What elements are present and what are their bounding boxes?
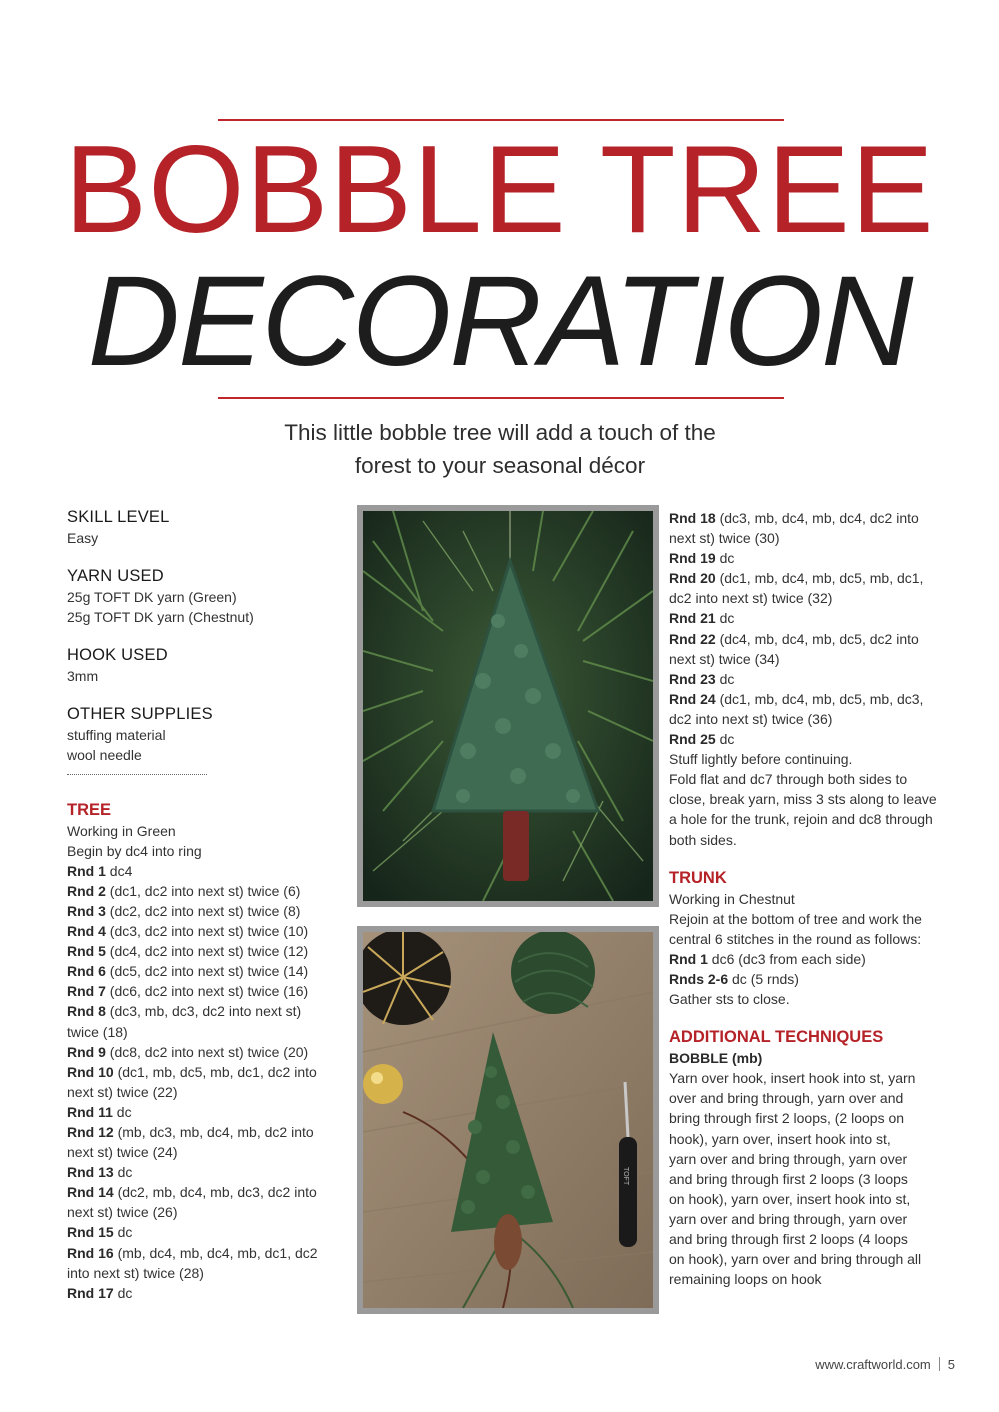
round-label: Rnds 2-6 xyxy=(669,970,729,987)
round-line xyxy=(67,1202,347,1222)
round-line xyxy=(669,629,969,649)
round-label: Rnd 24 xyxy=(669,690,716,707)
round-text: dc xyxy=(113,1164,133,1181)
trunk-heading: TRUNK xyxy=(669,868,727,887)
subtitle-line-1: This little bobble tree will add a touch of the xyxy=(284,420,716,445)
round-line xyxy=(67,981,347,1001)
round-label: Rnd 18 xyxy=(669,510,716,526)
round-line xyxy=(67,961,347,981)
trunk-rounds xyxy=(669,949,969,989)
round-label: Rnd 21 xyxy=(669,610,716,627)
dotted-divider xyxy=(67,774,207,775)
round-line xyxy=(67,1243,347,1263)
round-text: next st) twice (24) xyxy=(67,1144,178,1161)
round-line xyxy=(67,1122,347,1142)
round-text: dc xyxy=(112,1103,132,1120)
instruction-line: over and bring through, yarn over and xyxy=(669,1090,904,1107)
round-line xyxy=(67,1042,347,1062)
materials-line: wool needle xyxy=(67,747,142,764)
round-text: (dc1, mb, dc4, mb, dc5, mb, dc3, xyxy=(715,690,924,707)
note-line: Fold flat and dc7 through both sides to xyxy=(669,771,908,788)
intro-line: Working in Chestnut xyxy=(669,890,795,907)
round-label: Rnd 6 xyxy=(67,963,106,980)
round-line xyxy=(669,649,969,669)
round-text: dc2 into next st) twice (36) xyxy=(669,710,833,727)
round-text: (dc4, mb, dc4, mb, dc5, dc2 into xyxy=(715,630,919,647)
bobble-subheading: BOBBLE (mb) xyxy=(669,1050,763,1067)
round-text: (dc3, mb, dc3, dc2 into next st) xyxy=(105,1003,302,1020)
round-line xyxy=(669,709,969,729)
round-line xyxy=(67,1102,347,1122)
round-label: Rnd 15 xyxy=(67,1224,114,1241)
instruction-line: hook), yarn over, insert hook into st, xyxy=(669,1130,891,1147)
round-text: (dc3, mb, dc4, mb, dc4, dc2 into xyxy=(715,510,919,526)
round-line xyxy=(669,689,969,709)
intro-line: Rejoin at the bottom of tree and work the xyxy=(669,910,922,927)
round-line xyxy=(669,608,969,628)
round-label: Rnd 2 xyxy=(67,882,106,899)
round-text: dc xyxy=(715,550,735,567)
round-label: Rnd 9 xyxy=(67,1043,106,1060)
round-line xyxy=(669,548,969,568)
round-text: next st) twice (34) xyxy=(669,650,780,667)
table-tree-image xyxy=(363,932,653,1308)
instruction-line: Yarn over hook, insert hook into st, yarn xyxy=(669,1070,916,1087)
round-text: dc4 xyxy=(105,862,133,879)
round-text: twice (18) xyxy=(67,1023,128,1040)
round-line xyxy=(67,1142,347,1162)
round-label: Rnd 7 xyxy=(67,983,106,1000)
left-column xyxy=(67,506,347,1303)
instruction-line: and bring through first 2 loops (3 loops xyxy=(669,1170,908,1187)
round-text: dc (5 rnds) xyxy=(728,970,799,987)
round-text: (mb, dc4, mb, dc4, mb, dc1, dc2 xyxy=(113,1244,318,1261)
hook-brand-label: TOFT xyxy=(622,1167,629,1186)
photo-tree-on-table xyxy=(357,926,659,1314)
materials-heading: YARN USED xyxy=(67,567,164,586)
materials-heading: SKILL LEVEL xyxy=(67,508,170,526)
round-line xyxy=(67,1062,347,1082)
round-line xyxy=(67,1283,347,1303)
round-line xyxy=(67,1001,347,1021)
tree-heading: TREE xyxy=(67,800,112,819)
right-column xyxy=(669,508,969,1289)
round-line xyxy=(669,508,969,528)
note-line: close, break yarn, miss 3 sts along to leave xyxy=(669,791,937,808)
tree-finishing-notes xyxy=(669,749,969,849)
round-text: next st) twice (26) xyxy=(67,1204,178,1221)
note-line: a hole for the trunk, rejoin and dc8 through xyxy=(669,811,933,828)
materials-heading: OTHER SUPPLIES xyxy=(67,705,213,724)
materials-line: 3mm xyxy=(67,668,99,685)
instruction-line: and bring through first 2 loops (4 loops xyxy=(669,1231,908,1247)
round-line xyxy=(67,1162,347,1182)
footer-url[interactable]: www.craftworld.com xyxy=(815,1357,931,1372)
trunk-intro xyxy=(669,889,969,949)
instruction-line: remaining loops on hook xyxy=(669,1271,822,1288)
round-label: Rnd 5 xyxy=(67,943,106,960)
round-line xyxy=(67,941,347,961)
round-label: Rnd 1 xyxy=(669,950,708,967)
round-text: dc xyxy=(113,1284,133,1301)
round-label: Rnd 4 xyxy=(67,923,106,940)
round-text: (dc1, mb, dc5, mb, dc1, dc2 into xyxy=(113,1063,317,1080)
round-label: Rnd 23 xyxy=(669,670,716,687)
round-text: dc6 (dc3 from each side) xyxy=(707,950,866,967)
round-line xyxy=(669,729,969,749)
photo-hanging-tree xyxy=(357,505,659,907)
note-line: Stuff lightly before continuing. xyxy=(669,751,853,768)
title-line-1: BOBBLE TREE xyxy=(64,121,935,259)
round-label: Rnd 10 xyxy=(67,1063,114,1080)
round-label: Rnd 1 xyxy=(67,862,106,879)
instruction-line: yarn over and bring through, yarn over xyxy=(669,1210,908,1227)
materials-line: Easy xyxy=(67,530,99,546)
round-line xyxy=(669,969,969,989)
round-text: (dc8, dc2 into next st) twice (20) xyxy=(105,1043,309,1060)
round-line xyxy=(67,1222,347,1242)
round-line xyxy=(67,1263,347,1283)
round-label: Rnd 13 xyxy=(67,1164,114,1181)
round-text: into next st) twice (28) xyxy=(67,1264,204,1281)
round-text: dc xyxy=(715,610,735,627)
tree-intro xyxy=(67,821,347,861)
round-line xyxy=(669,949,969,969)
footer-separator xyxy=(939,1357,940,1371)
round-line xyxy=(669,568,969,588)
title-bottom-rule xyxy=(218,397,784,399)
round-text: dc xyxy=(715,731,735,748)
subtitle xyxy=(150,416,850,482)
instruction-line: on hook), yarn over, insert hook into st, xyxy=(669,1190,911,1207)
instruction-line: bring through first 2 loops, (2 loops on xyxy=(669,1110,905,1127)
round-text: (dc4, dc2 into next st) twice (12) xyxy=(105,943,309,960)
page-footer xyxy=(815,1357,955,1372)
round-label: Rnd 8 xyxy=(67,1003,106,1020)
round-text: dc xyxy=(113,1224,133,1241)
round-line xyxy=(669,669,969,689)
round-line xyxy=(67,881,347,901)
round-label: Rnd 19 xyxy=(669,550,716,567)
instruction-line: on hook), yarn over and bring through all xyxy=(669,1251,922,1268)
round-text: (dc1, dc2 into next st) twice (6) xyxy=(105,882,301,899)
round-label: Rnd 17 xyxy=(67,1284,114,1301)
intro-line: Begin by dc4 into ring xyxy=(67,842,202,859)
subtitle-line-2: forest to your seasonal décor xyxy=(354,453,646,478)
techniques-heading: ADDITIONAL TECHNIQUES xyxy=(669,1028,884,1047)
round-line xyxy=(669,588,969,608)
round-line xyxy=(67,1082,347,1102)
round-label: Rnd 12 xyxy=(67,1123,114,1140)
round-label: Rnd 20 xyxy=(669,570,716,587)
round-label: Rnd 22 xyxy=(669,630,716,647)
title-line-2: DECORATION xyxy=(87,250,912,393)
intro-line: Working in Green xyxy=(67,822,176,839)
instruction-line: yarn over and bring through, yarn over xyxy=(669,1150,908,1167)
round-label: Rnd 14 xyxy=(67,1184,114,1201)
tree-rounds-continued xyxy=(669,508,969,749)
round-text: (dc3, dc2 into next st) twice (10) xyxy=(105,923,309,940)
page-number: 5 xyxy=(947,1357,955,1372)
round-text: next st) twice (30) xyxy=(669,530,780,547)
round-text: (dc2, mb, dc4, mb, dc3, dc2 into xyxy=(113,1184,317,1201)
round-text: (dc1, mb, dc4, mb, dc5, mb, dc1, xyxy=(715,570,924,587)
round-label: Rnd 25 xyxy=(669,731,716,748)
round-text: (mb, dc3, mb, dc4, mb, dc2 into xyxy=(113,1123,314,1140)
bobble-instructions xyxy=(669,1068,969,1289)
round-text: dc xyxy=(715,670,735,687)
round-line xyxy=(67,921,347,941)
intro-line: central 6 stitches in the round as follows: xyxy=(669,930,922,947)
round-text: dc2 into next st) twice (32) xyxy=(669,590,833,607)
round-line xyxy=(67,901,347,921)
round-label: Rnd 16 xyxy=(67,1244,114,1261)
hanging-tree-image xyxy=(363,511,653,901)
materials-line: 25g TOFT DK yarn (Green) xyxy=(67,589,237,606)
note-line: Gather sts to close. xyxy=(669,991,790,1008)
trunk-outro xyxy=(669,989,969,1009)
round-line xyxy=(67,861,347,881)
round-label: Rnd 11 xyxy=(67,1103,113,1120)
tree-rounds xyxy=(67,861,347,1303)
round-line xyxy=(67,1022,347,1042)
round-text: next st) twice (22) xyxy=(67,1083,178,1100)
materials-line: stuffing material xyxy=(67,727,166,744)
materials-list xyxy=(67,506,347,766)
materials-heading: HOOK USED xyxy=(67,646,168,665)
round-label: Rnd 3 xyxy=(67,902,106,919)
round-line xyxy=(669,528,969,548)
round-line xyxy=(67,1182,347,1202)
note-line: both sides. xyxy=(669,831,737,848)
round-text: (dc5, dc2 into next st) twice (14) xyxy=(105,963,309,980)
round-text: (dc2, dc2 into next st) twice (8) xyxy=(105,902,301,919)
round-text: (dc6, dc2 into next st) twice (16) xyxy=(105,983,309,1000)
materials-line: 25g TOFT DK yarn (Chestnut) xyxy=(67,609,254,626)
